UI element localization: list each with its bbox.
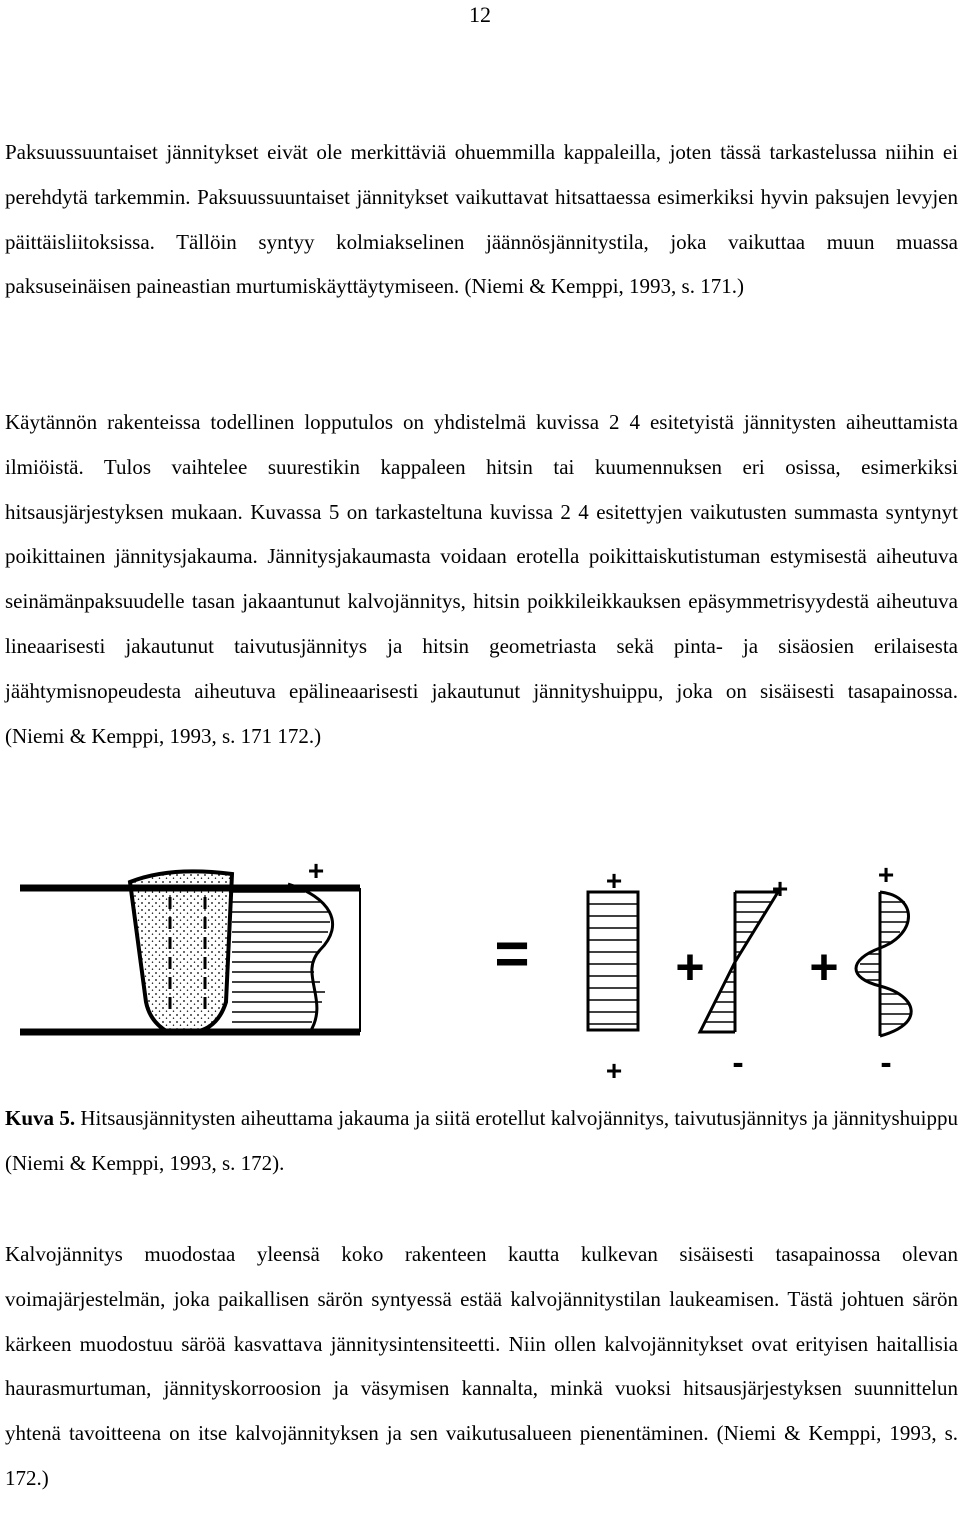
peak-stress-diagram (856, 892, 911, 1036)
resultant-stress-curve (232, 884, 333, 1032)
sum-sign-1: + (675, 939, 705, 995)
stress-distribution-diagram (0, 852, 960, 1087)
plus-sign-resultant: + (307, 855, 325, 886)
plus-sign-bending: + (771, 873, 789, 904)
sum-sign-2: + (809, 939, 839, 995)
figure-caption-label: Kuva 5. (5, 1106, 76, 1130)
paragraph-1: Paksuussuuntaiset jännitykset eivät ole merkittäviä ohuemmilla kappaleilla, joten tässä tarkastelussa niihin ei perehdytä tarkemmin. Paksuussuuntaiset jännitykset vaikuttavat hitsattaessa esimerkiksi hyvin paksujen levyjen päittäisliitoksissa. Tällöin syntyy kolmiakselinen jäännösjännitystila, joka vaikuttaa muun muassa paksuseinäisen paineastian murtumiskäyttäytymiseen. (Niemi & Kemppi, 1993, s. 171.) (5, 140, 958, 299)
figure-caption (5, 1096, 958, 1186)
weld-stress-figure (0, 852, 960, 1087)
membrane-stress-diagram (588, 892, 638, 1030)
plus-sign-membrane-bottom: + (605, 1055, 623, 1086)
paragraph-2: Käytännön rakenteissa todellinen lopputulos on yhdistelmä kuvissa 2 4 esitetyistä jännitysten aiheuttamista ilmiöistä. Tulos vaihtelee suurestikin kappaleen hitsin tai kuumennuksen eri osissa, esimerkiksi hitsausjärjestyksen mukaan. Kuvassa 5 on tarkasteltuna kuvissa 2 4 esitettyjen vaikutusten summasta syntynyt poikittainen jännitysjakauma. Jännitysjakaumasta voidaan erotella poikittaiskutistuman estymisestä aiheutuva seinämänpaksuudelle tasan jakaantunut kalvojännitys, hitsin poikkileikkauksen epäsymmetrisyydestä aiheutuva lineaarisesti jakautunut taivutusjännitys ja hitsin geometriasta sekä pinta- ja sisäosien erilaisesta jäähtymisnopeudesta aiheutuva epälineaarisesti jakautunut jännityshuippu, joka on sisäisesti tasapainossa. (Niemi & Kemppi, 1993, s. 171 172.) (5, 410, 958, 748)
weld-bead (130, 871, 232, 1032)
page-number: 12 (469, 2, 491, 27)
equals-sign: = (494, 920, 530, 987)
minus-sign-peak: - (880, 1044, 892, 1082)
figure-caption-text: Hitsausjännitysten aiheuttama jakauma ja siitä erotellut kalvojännitys, taivutusjännitys ja jännityshuippu (Niemi & Kemppi, 1993, s. 172). (5, 1106, 959, 1175)
plus-sign-membrane-top: + (605, 865, 623, 896)
plus-sign-peak: + (877, 859, 895, 890)
bending-stress-diagram (700, 892, 778, 1032)
paragraph-3: Kalvojännitys muodostaa yleensä koko rakenteen kautta kulkevan sisäisesti tasapainossa olevan voimajärjestelmän, joka paikallisen särön syntyessä estää kalvojännitystilan laukeamisen. Tästä johtuen särön kärkeen muodostuu säröä kasvattava jännitysintensiteetti. Niin ollen kalvojännitykset ovat erityisen haitallisia haurasmurtuman, jännityskorroosion ja väsymisen kannalta, minkä vuoksi hitsausjärjestyksen suunnittelun yhtenä tavoitteena on itse kalvojännityksen ja sen vaikutusalueen pienentäminen. (Niemi & Kemppi, 1993, s. 172.) (5, 1242, 958, 1490)
minus-sign-bending: - (732, 1044, 744, 1082)
